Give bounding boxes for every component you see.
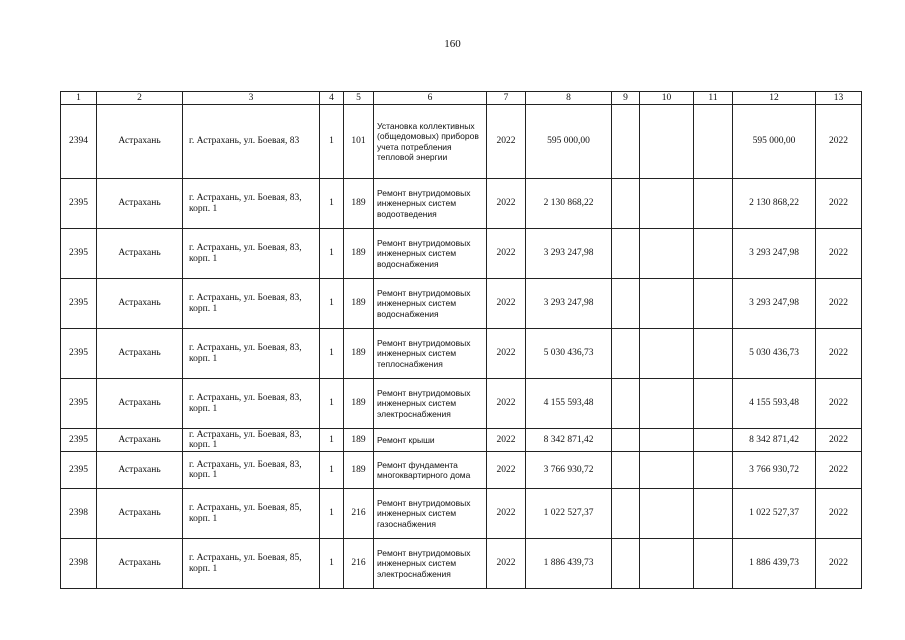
row-number-cell: 2395 [61,279,97,329]
work-type-cell: Ремонт внутридомовых инженерных систем газоснабжения [374,489,487,539]
year-cell: 2022 [487,489,526,539]
header-cell: 1 [61,92,97,105]
col11-cell [694,329,733,379]
header-cell: 12 [733,92,816,105]
city-cell: Астрахань [97,379,183,429]
address-cell: г. Астрахань, ул. Боевая, 83 [183,105,320,179]
address-cell: г. Астрахань, ул. Боевая, 83, корп. 1 [183,329,320,379]
row-number-cell: 2398 [61,539,97,589]
col11-cell [694,105,733,179]
address-cell: г. Астрахань, ул. Боевая, 85, корп. 1 [183,539,320,589]
total-cost-cell: 4 155 593,48 [526,379,612,429]
col4-cell: 1 [320,329,344,379]
completion-year-cell: 2022 [816,489,862,539]
address-cell: г. Астрахань, ул. Боевая, 83, корп. 1 [183,279,320,329]
col4-cell: 1 [320,279,344,329]
total-cost-cell: 3 293 247,98 [526,229,612,279]
col10-cell [640,329,694,379]
completion-year-cell: 2022 [816,379,862,429]
fund-cost-cell: 3 293 247,98 [733,229,816,279]
col9-cell [612,279,640,329]
col9-cell [612,105,640,179]
col10-cell [640,379,694,429]
col10-cell [640,279,694,329]
work-type-cell: Установка коллективных (общедомовых) приборов учета потребления тепловой энергии [374,105,487,179]
year-cell: 2022 [487,429,526,452]
col5-cell: 216 [344,489,374,539]
col9-cell [612,379,640,429]
completion-year-cell: 2022 [816,229,862,279]
work-type-cell: Ремонт внутридомовых инженерных систем теплоснабжения [374,329,487,379]
city-cell: Астрахань [97,489,183,539]
work-type-cell: Ремонт крыши [374,429,487,452]
completion-year-cell: 2022 [816,329,862,379]
header-cell: 11 [694,92,733,105]
address-cell: г. Астрахань, ул. Боевая, 83, корп. 1 [183,379,320,429]
col10-cell [640,179,694,229]
col11-cell [694,429,733,452]
table-row [61,105,862,179]
address-cell: г. Астрахань, ул. Боевая, 83, корп. 1 [183,429,320,452]
fund-cost-cell: 4 155 593,48 [733,379,816,429]
fund-cost-cell: 2 130 868,22 [733,179,816,229]
col9-cell [612,429,640,452]
row-number-cell: 2394 [61,105,97,179]
total-cost-cell: 5 030 436,73 [526,329,612,379]
address-cell: г. Астрахань, ул. Боевая, 83, корп. 1 [183,452,320,489]
city-cell: Астрахань [97,429,183,452]
col10-cell [640,489,694,539]
page-number: 160 [444,38,461,50]
table-row [61,229,862,279]
col5-cell: 189 [344,452,374,489]
column-number-row [61,92,862,105]
year-cell: 2022 [487,379,526,429]
fund-cost-cell: 1 886 439,73 [733,539,816,589]
city-cell: Астрахань [97,105,183,179]
col5-cell: 189 [344,379,374,429]
header-cell: 13 [816,92,862,105]
col11-cell [694,379,733,429]
completion-year-cell: 2022 [816,179,862,229]
col4-cell: 1 [320,539,344,589]
table-row [61,452,862,489]
total-cost-cell: 1 886 439,73 [526,539,612,589]
col11-cell [694,539,733,589]
col4-cell: 1 [320,179,344,229]
work-type-cell: Ремонт внутридомовых инженерных систем электроснабжения [374,379,487,429]
row-number-cell: 2395 [61,429,97,452]
col5-cell: 189 [344,229,374,279]
year-cell: 2022 [487,452,526,489]
table-row [61,489,862,539]
col11-cell [694,229,733,279]
completion-year-cell: 2022 [816,539,862,589]
col9-cell [612,329,640,379]
col4-cell: 1 [320,379,344,429]
col5-cell: 101 [344,105,374,179]
col11-cell [694,489,733,539]
work-type-cell: Ремонт внутридомовых инженерных систем водоотведения [374,179,487,229]
table-row [61,279,862,329]
work-type-cell: Ремонт внутридомовых инженерных систем водоснабжения [374,279,487,329]
col9-cell [612,452,640,489]
header-cell: 8 [526,92,612,105]
header-cell: 7 [487,92,526,105]
total-cost-cell: 2 130 868,22 [526,179,612,229]
col9-cell [612,229,640,279]
city-cell: Астрахань [97,452,183,489]
col5-cell: 189 [344,179,374,229]
col5-cell: 216 [344,539,374,589]
col9-cell [612,489,640,539]
year-cell: 2022 [487,229,526,279]
fund-cost-cell: 8 342 871,42 [733,429,816,452]
year-cell: 2022 [487,279,526,329]
col10-cell [640,105,694,179]
table-row [61,179,862,229]
work-type-cell: Ремонт внутридомовых инженерных систем водоснабжения [374,229,487,279]
fund-cost-cell: 595 000,00 [733,105,816,179]
col9-cell [612,179,640,229]
total-cost-cell: 595 000,00 [526,105,612,179]
fund-cost-cell: 1 022 527,37 [733,489,816,539]
header-cell: 5 [344,92,374,105]
col11-cell [694,179,733,229]
completion-year-cell: 2022 [816,452,862,489]
city-cell: Астрахань [97,179,183,229]
col10-cell [640,539,694,589]
total-cost-cell: 8 342 871,42 [526,429,612,452]
work-type-cell: Ремонт внутридомовых инженерных систем электроснабжения [374,539,487,589]
col10-cell [640,229,694,279]
year-cell: 2022 [487,539,526,589]
city-cell: Астрахань [97,229,183,279]
col4-cell: 1 [320,429,344,452]
row-number-cell: 2398 [61,489,97,539]
row-number-cell: 2395 [61,379,97,429]
row-number-cell: 2395 [61,229,97,279]
col4-cell: 1 [320,105,344,179]
fund-cost-cell: 3 293 247,98 [733,279,816,329]
work-type-cell: Ремонт фундамента многоквартирного дома [374,452,487,489]
col5-cell: 189 [344,329,374,379]
table-row [61,539,862,589]
address-cell: г. Астрахань, ул. Боевая, 83, корп. 1 [183,179,320,229]
total-cost-cell: 1 022 527,37 [526,489,612,539]
city-cell: Астрахань [97,329,183,379]
table-row [61,429,862,452]
col10-cell [640,429,694,452]
registry-table [60,91,862,589]
col11-cell [694,452,733,489]
header-cell: 2 [97,92,183,105]
year-cell: 2022 [487,179,526,229]
completion-year-cell: 2022 [816,105,862,179]
total-cost-cell: 3 766 930,72 [526,452,612,489]
city-cell: Астрахань [97,279,183,329]
completion-year-cell: 2022 [816,429,862,452]
fund-cost-cell: 3 766 930,72 [733,452,816,489]
header-cell: 4 [320,92,344,105]
address-cell: г. Астрахань, ул. Боевая, 83, корп. 1 [183,229,320,279]
header-cell: 6 [374,92,487,105]
col10-cell [640,452,694,489]
address-cell: г. Астрахань, ул. Боевая, 85, корп. 1 [183,489,320,539]
col5-cell: 189 [344,279,374,329]
year-cell: 2022 [487,329,526,379]
col4-cell: 1 [320,452,344,489]
header-cell: 3 [183,92,320,105]
city-cell: Астрахань [97,539,183,589]
col4-cell: 1 [320,229,344,279]
header-cell: 9 [612,92,640,105]
row-number-cell: 2395 [61,329,97,379]
col9-cell [612,539,640,589]
col5-cell: 189 [344,429,374,452]
total-cost-cell: 3 293 247,98 [526,279,612,329]
fund-cost-cell: 5 030 436,73 [733,329,816,379]
year-cell: 2022 [487,105,526,179]
col11-cell [694,279,733,329]
header-cell: 10 [640,92,694,105]
row-number-cell: 2395 [61,452,97,489]
table-row [61,329,862,379]
table-row [61,379,862,429]
row-number-cell: 2395 [61,179,97,229]
completion-year-cell: 2022 [816,279,862,329]
col4-cell: 1 [320,489,344,539]
